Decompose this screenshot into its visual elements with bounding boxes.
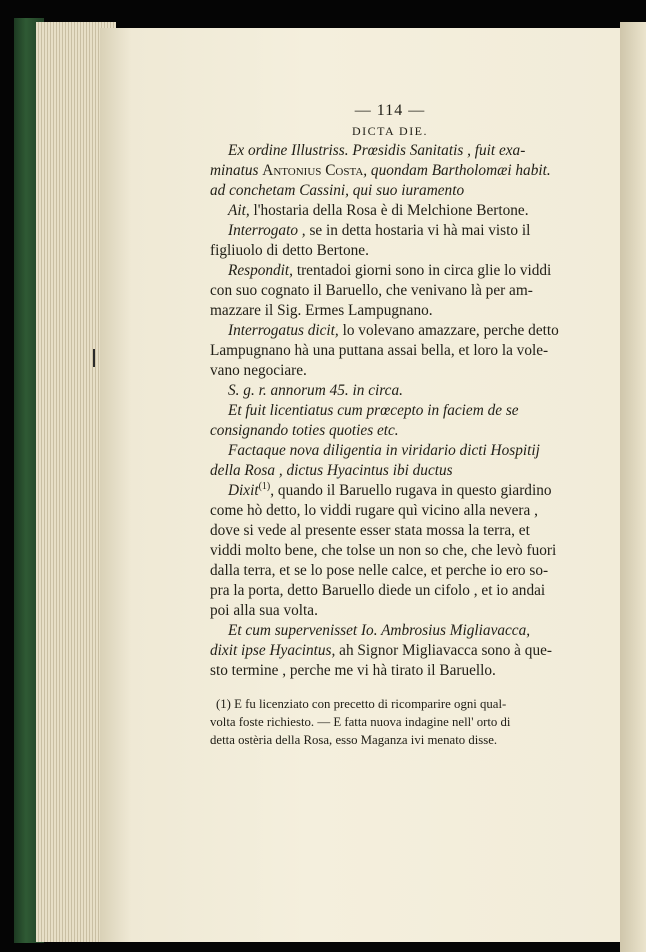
text-line <box>210 561 570 581</box>
text-line <box>210 481 570 501</box>
footnote-line: volta foste richiesto. — E fatta nuova indagine nell' orto di <box>210 715 511 729</box>
text-run: dixit ipse Hyacintus, <box>210 642 336 659</box>
text-run: trentadoi giorni sono in circa glie lo viddi <box>293 262 552 279</box>
text-line <box>210 261 570 281</box>
text-run: ad conchetam Cassini, qui suo iuramento <box>210 182 465 199</box>
witness-name: Antonius Costa <box>262 162 364 179</box>
text-run: viddi molto bene, che tolse un non so che, che levò fuori <box>210 542 557 559</box>
text-run: ah Signor Migliavacca sono à que- <box>335 642 552 659</box>
text-run: pra la porta, detto Baruello diede un cifolo , et io andai <box>210 582 546 599</box>
text-line <box>210 621 570 641</box>
text-run: Ex ordine Illustriss. Prœsidis Sanitatis , fuit exa- <box>228 142 526 159</box>
text-run: minatus <box>210 162 263 179</box>
text-run: Et fuit licentiatus cum prœcepto in faciem de se <box>228 402 519 419</box>
text-line <box>210 341 570 361</box>
text-run: mazzare il Sig. Ermes Lampugnano. <box>210 302 433 319</box>
text-run: Interrogatus dicit, <box>228 322 339 339</box>
footnote-line: (1) E fu licenziato con precetto di ricomparire ogni qual- <box>216 697 507 711</box>
text-line <box>210 421 570 441</box>
text-run: figliuolo di detto Bertone. <box>210 242 369 259</box>
text-run: della Rosa , dictus Hyacintus ibi ductus <box>210 462 453 479</box>
text-run: Et cum supervenisset Io. Ambrosius Migliavacca, <box>228 622 531 639</box>
text-line <box>210 181 570 201</box>
text-line <box>210 581 570 601</box>
footnote-line: detta ostèria della Rosa, esso Maganza ivi menato disse. <box>210 733 498 747</box>
facing-page-edge <box>620 22 646 952</box>
text-line <box>210 381 570 401</box>
text-run: come hò detto, lo viddi rugare quì vicino alla nevera , <box>210 502 538 519</box>
text-line <box>210 441 570 461</box>
text-line <box>210 321 570 341</box>
text-line <box>210 281 570 301</box>
text-line <box>210 541 570 561</box>
text-run: sto termine , perche me vi hà tirato il Baruello. <box>210 662 496 679</box>
text-line <box>210 661 570 681</box>
text-line <box>210 201 570 221</box>
text-run: , quando il Baruello rugava in questo giardino <box>270 482 552 499</box>
text-run: dove si vede al presente esser stata mossa la terra, et <box>210 522 530 539</box>
text-run: , quondam Bartholomæi habit. <box>363 162 551 179</box>
text-line <box>210 361 570 381</box>
text-run: Ait, <box>228 202 250 219</box>
text-line <box>210 241 570 261</box>
page-number: — 114 — <box>354 102 426 119</box>
text-run: consignando toties quoties etc. <box>210 422 399 439</box>
footnote-block <box>210 695 570 749</box>
text-run: Factaque nova diligentia in viridario dicti Hospitij <box>228 442 540 459</box>
text-run: vano negociare. <box>210 362 307 379</box>
footnote-marker: (1) <box>258 480 271 492</box>
text-line <box>210 521 570 541</box>
text-run: se in detta hostaria vi hà mai visto il <box>305 222 531 239</box>
text-line <box>210 141 570 161</box>
text-line <box>210 161 570 181</box>
text-line <box>210 641 570 661</box>
page-text <box>210 102 570 749</box>
text-line <box>210 501 570 521</box>
text-run: Dixit <box>228 482 259 499</box>
text-run: Lampugnano hà una puttana assai bella, et loro la vole- <box>210 342 549 359</box>
text-run: dalla terra, et se lo pose nelle calce, et perche io ero so- <box>210 562 549 579</box>
text-run: Interrogato , <box>228 222 306 239</box>
margin-mark <box>93 349 95 367</box>
running-head: DICTA DIE. <box>351 124 429 138</box>
text-line <box>210 461 570 481</box>
text-line <box>210 221 570 241</box>
text-run: l'hostaria della Rosa è di Melchione Bertone. <box>249 202 529 219</box>
text-line <box>210 601 570 621</box>
text-run: con suo cognato il Baruello, che venivano là per am- <box>210 282 533 299</box>
text-run: Respondit, <box>228 262 294 279</box>
text-run: lo volevano amazzare, perche detto <box>338 322 559 339</box>
text-line <box>210 401 570 421</box>
text-run: poi alla sua volta. <box>210 602 318 619</box>
text-line <box>210 301 570 321</box>
text-run: S. g. r. annorum 45. in circa. <box>228 382 403 399</box>
